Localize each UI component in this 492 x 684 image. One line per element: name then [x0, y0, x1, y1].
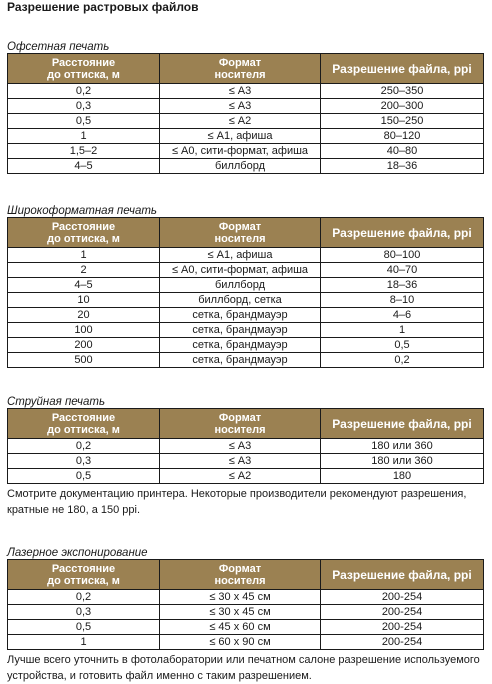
- cell-format: ≤ А3: [160, 439, 321, 454]
- column-header-resolution: Разрешение файла, ppi: [321, 409, 484, 439]
- cell-resolution: 250–350: [321, 84, 484, 99]
- resolution-table: [7, 217, 484, 368]
- section-title: Струйная печать: [7, 396, 106, 408]
- cell-distance: 0,2: [8, 439, 160, 454]
- resolution-table: [7, 559, 484, 650]
- cell-format: ≤ 60 х 90 см: [160, 635, 321, 650]
- cell-distance: 2: [8, 263, 160, 278]
- table-row: [8, 590, 484, 605]
- column-header-format: Формат носителя: [160, 560, 321, 590]
- cell-distance: 0,3: [8, 454, 160, 469]
- cell-distance: 0,5: [8, 620, 160, 635]
- column-header-format: Формат носителя: [160, 409, 321, 439]
- table-row: [8, 99, 484, 114]
- note-text: Смотрите документацию принтера. Некоторые производители рекомендуют разрешения, кратные не 180, а 150 ppi.: [7, 488, 467, 516]
- resolution-table: [7, 408, 484, 484]
- cell-distance: 1: [8, 635, 160, 650]
- table-row: [8, 159, 484, 174]
- table-row: [8, 84, 484, 99]
- cell-resolution: 1: [321, 323, 484, 338]
- cell-resolution: 200-254: [321, 605, 484, 620]
- cell-distance: 1: [8, 248, 160, 263]
- cell-format: сетка, брандмауэр: [160, 323, 321, 338]
- column-header-distance: Расстояние до оттиска, м: [8, 560, 160, 590]
- cell-format: ≤ А1, афиша: [160, 129, 321, 144]
- cell-format: биллборд, сетка: [160, 293, 321, 308]
- table-row: [8, 293, 484, 308]
- note-text: Лучше всего уточнить в фотолаборатории или печатном салоне разрешение используемого устройства, и готовить файл именно с таким разрешением.: [7, 654, 480, 682]
- column-header-format: Формат носителя: [160, 218, 321, 248]
- table-header-row: [8, 409, 484, 439]
- column-header-distance: Расстояние до оттиска, м: [8, 54, 160, 84]
- cell-distance: 0,2: [8, 590, 160, 605]
- table-row: [8, 248, 484, 263]
- cell-format: биллборд: [160, 278, 321, 293]
- cell-resolution: 0,2: [321, 353, 484, 368]
- section-inkjet-print: [7, 396, 486, 518]
- cell-format: ≤ А3: [160, 84, 321, 99]
- cell-distance: 0,3: [8, 605, 160, 620]
- section-title: Офсетная печать: [7, 41, 110, 53]
- cell-distance: 500: [8, 353, 160, 368]
- section-offset-print: [7, 41, 486, 174]
- cell-distance: 4–5: [8, 159, 160, 174]
- section-laser-exposure: [7, 547, 486, 684]
- cell-resolution: 200–300: [321, 99, 484, 114]
- table-row: [8, 144, 484, 159]
- cell-format: сетка, брандмауэр: [160, 353, 321, 368]
- cell-format: ≤ А2: [160, 114, 321, 129]
- cell-resolution: 40–80: [321, 144, 484, 159]
- cell-distance: 4–5: [8, 278, 160, 293]
- cell-format: сетка, брандмауэр: [160, 308, 321, 323]
- table-row: [8, 469, 484, 484]
- column-header-format: Формат носителя: [160, 54, 321, 84]
- cell-distance: 0,5: [8, 469, 160, 484]
- cell-format: сетка, брандмауэр: [160, 338, 321, 353]
- table-header-row: [8, 218, 484, 248]
- cell-resolution: 200-254: [321, 620, 484, 635]
- page-title: Разрешение растровых файлов: [7, 0, 199, 14]
- table-row: [8, 338, 484, 353]
- cell-format: ≤ А1, афиша: [160, 248, 321, 263]
- cell-format: ≤ А3: [160, 99, 321, 114]
- table-header-row: [8, 560, 484, 590]
- cell-resolution: 4–6: [321, 308, 484, 323]
- cell-distance: 20: [8, 308, 160, 323]
- table-row: [8, 353, 484, 368]
- section-title: Широкоформатная печать: [7, 205, 157, 217]
- cell-resolution: 200-254: [321, 590, 484, 605]
- cell-distance: 100: [8, 323, 160, 338]
- cell-resolution: 80–120: [321, 129, 484, 144]
- cell-resolution: 200-254: [321, 635, 484, 650]
- cell-format: ≤ 30 х 45 см: [160, 605, 321, 620]
- column-header-distance: Расстояние до оттиска, м: [8, 218, 160, 248]
- table-row: [8, 308, 484, 323]
- column-header-resolution: Разрешение файла, ppi: [321, 54, 484, 84]
- section-title: Лазерное экспонирование: [7, 547, 148, 559]
- cell-resolution: 180 или 360: [321, 454, 484, 469]
- table-row: [8, 620, 484, 635]
- cell-format: ≤ А3: [160, 454, 321, 469]
- cell-format: ≤ А2: [160, 469, 321, 484]
- cell-resolution: 150–250: [321, 114, 484, 129]
- cell-resolution: 0,5: [321, 338, 484, 353]
- section-wide-format-print: [7, 205, 486, 368]
- table-row: [8, 605, 484, 620]
- column-header-distance: Расстояние до оттиска, м: [8, 409, 160, 439]
- table-row: [8, 129, 484, 144]
- cell-distance: 10: [8, 293, 160, 308]
- cell-resolution: 80–100: [321, 248, 484, 263]
- cell-distance: 200: [8, 338, 160, 353]
- cell-distance: 0,3: [8, 99, 160, 114]
- table-row: [8, 263, 484, 278]
- cell-format: ≤ 30 х 45 см: [160, 590, 321, 605]
- column-header-resolution: Разрешение файла, ppi: [321, 560, 484, 590]
- column-header-resolution: Разрешение файла, ppi: [321, 218, 484, 248]
- resolution-table: [7, 53, 484, 174]
- cell-resolution: 180 или 360: [321, 439, 484, 454]
- cell-resolution: 8–10: [321, 293, 484, 308]
- cell-distance: 1,5–2: [8, 144, 160, 159]
- table-row: [8, 114, 484, 129]
- cell-format: ≤ 45 х 60 см: [160, 620, 321, 635]
- table-row: [8, 439, 484, 454]
- cell-format: биллборд: [160, 159, 321, 174]
- table-row: [8, 635, 484, 650]
- table-row: [8, 454, 484, 469]
- cell-resolution: 18–36: [321, 159, 484, 174]
- cell-distance: 0,2: [8, 84, 160, 99]
- cell-resolution: 180: [321, 469, 484, 484]
- cell-distance: 1: [8, 129, 160, 144]
- cell-resolution: 40–70: [321, 263, 484, 278]
- cell-format: ≤ А0, сити-формат, афиша: [160, 144, 321, 159]
- cell-resolution: 18–36: [321, 278, 484, 293]
- table-row: [8, 278, 484, 293]
- table-header-row: [8, 54, 484, 84]
- cell-distance: 0,5: [8, 114, 160, 129]
- cell-format: ≤ А0, сити-формат, афиша: [160, 263, 321, 278]
- table-row: [8, 323, 484, 338]
